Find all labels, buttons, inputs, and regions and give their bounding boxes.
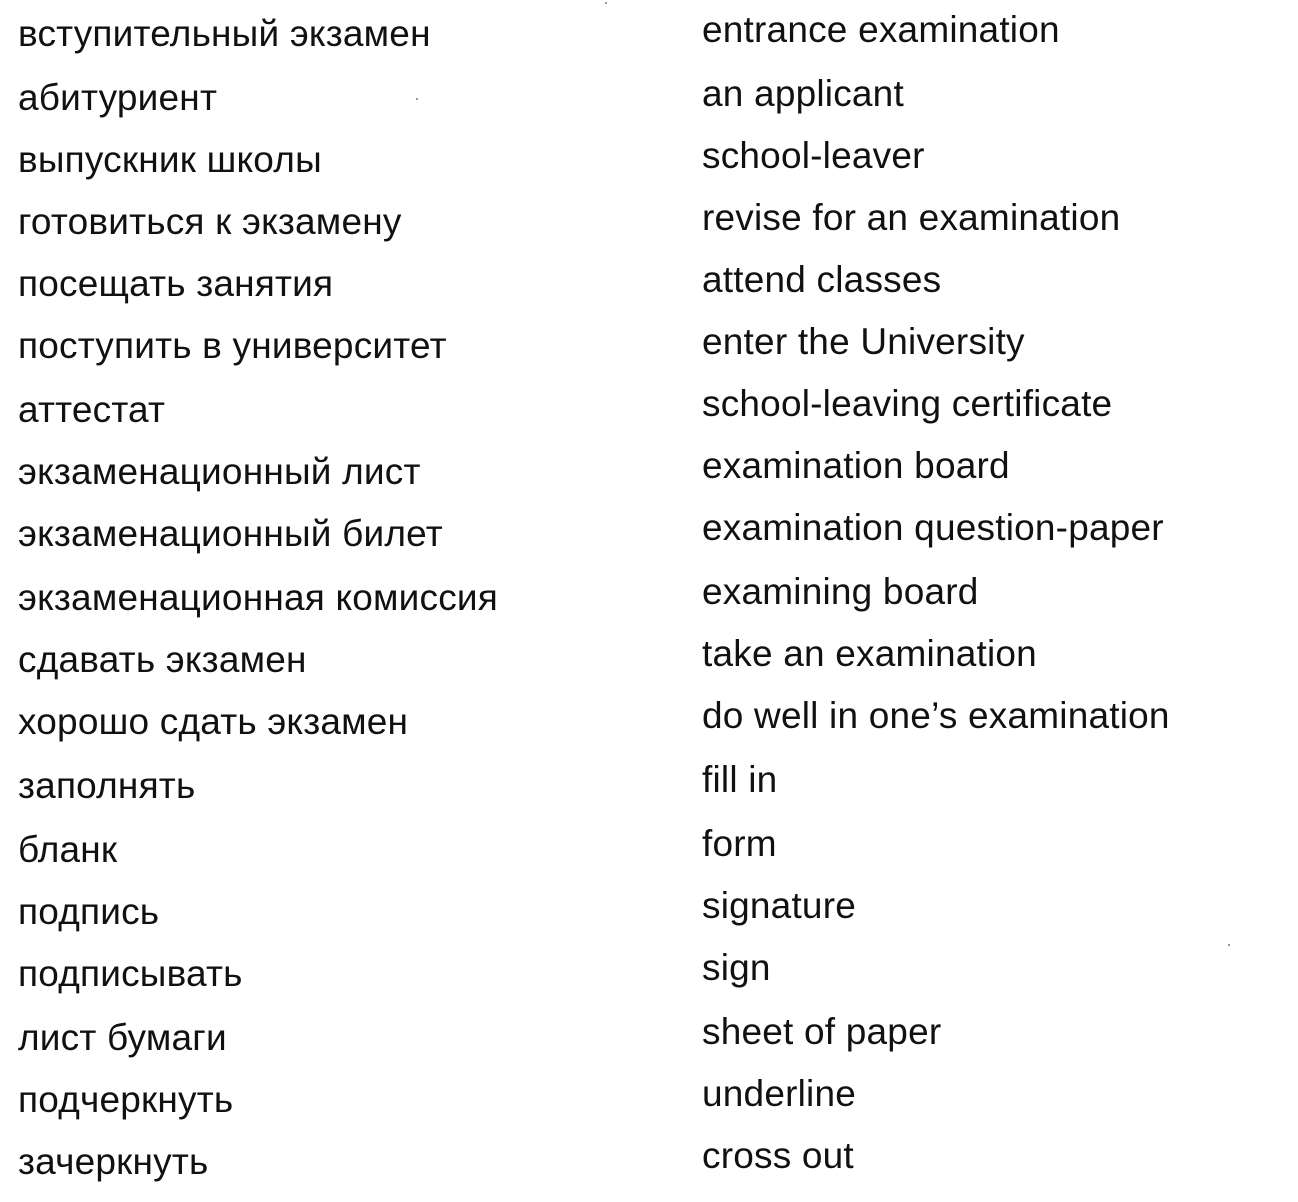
entry-1 [0, 9, 1298, 74]
russian-term: выпускник школы [18, 139, 322, 180]
entry-17 [0, 1011, 1298, 1078]
entry-18 [0, 1073, 1298, 1140]
russian-term: зачеркнуть [18, 1141, 209, 1182]
entry-9 [0, 507, 1298, 574]
russian-term: подписывать [18, 953, 243, 994]
russian-term: лист бумаги [18, 1017, 227, 1058]
english-term: entrance examination [702, 9, 1060, 50]
english-term: examination question-paper [702, 507, 1164, 548]
russian-term: экзаменационный билет [18, 513, 443, 554]
english-term: school-leaver [702, 135, 925, 176]
english-term: sign [702, 947, 771, 988]
scan-speck [1228, 944, 1230, 946]
english-term: cross out [702, 1135, 854, 1176]
russian-term: подчеркнуть [18, 1079, 234, 1120]
russian-term: абитуриент [18, 77, 218, 118]
english-term: do well in one’s examination [702, 695, 1170, 736]
russian-term: сдавать экзамен [18, 639, 307, 680]
russian-term: подпись [18, 891, 160, 932]
russian-term: поступить в университет [18, 325, 447, 366]
russian-term: бланк [18, 829, 118, 870]
english-term: sheet of paper [702, 1011, 942, 1052]
english-term: school-leaving certificate [702, 383, 1113, 424]
entry-13 [0, 759, 1298, 826]
entry-12 [0, 695, 1298, 762]
english-term: signature [702, 885, 857, 926]
scan-speck [605, 2, 607, 4]
russian-term: заполнять [18, 765, 196, 806]
entry-3 [0, 135, 1298, 200]
russian-term: аттестат [18, 389, 166, 430]
english-term: fill in [702, 759, 778, 800]
russian-term: хорошо сдать экзамен [18, 701, 409, 742]
entry-19 [0, 1135, 1298, 1202]
russian-term: готовиться к экзамену [18, 201, 402, 242]
entry-5 [0, 259, 1298, 324]
entry-4 [0, 197, 1298, 262]
entry-16 [0, 947, 1298, 1014]
entry-15 [0, 885, 1298, 952]
entry-7 [0, 383, 1298, 450]
entry-6 [0, 321, 1298, 386]
russian-term: экзаменационная комиссия [18, 577, 499, 618]
russian-term: вступительный экзамен [18, 13, 431, 54]
entry-11 [0, 633, 1298, 700]
entry-2 [0, 73, 1298, 138]
russian-term: посещать занятия [18, 263, 334, 304]
english-term: examination board [702, 445, 1010, 486]
english-term: enter the University [702, 321, 1025, 362]
english-term: revise for an examination [702, 197, 1121, 238]
russian-term: экзаменационный лист [18, 451, 421, 492]
english-term: an applicant [702, 73, 904, 114]
english-term: examining board [702, 571, 979, 612]
entry-14 [0, 823, 1298, 890]
scan-speck [416, 98, 418, 100]
entry-10 [0, 571, 1298, 638]
english-term: take an examination [702, 633, 1037, 674]
english-term: underline [702, 1073, 857, 1114]
english-term: attend classes [702, 259, 942, 300]
entry-8 [0, 445, 1298, 512]
english-term: form [702, 823, 777, 864]
